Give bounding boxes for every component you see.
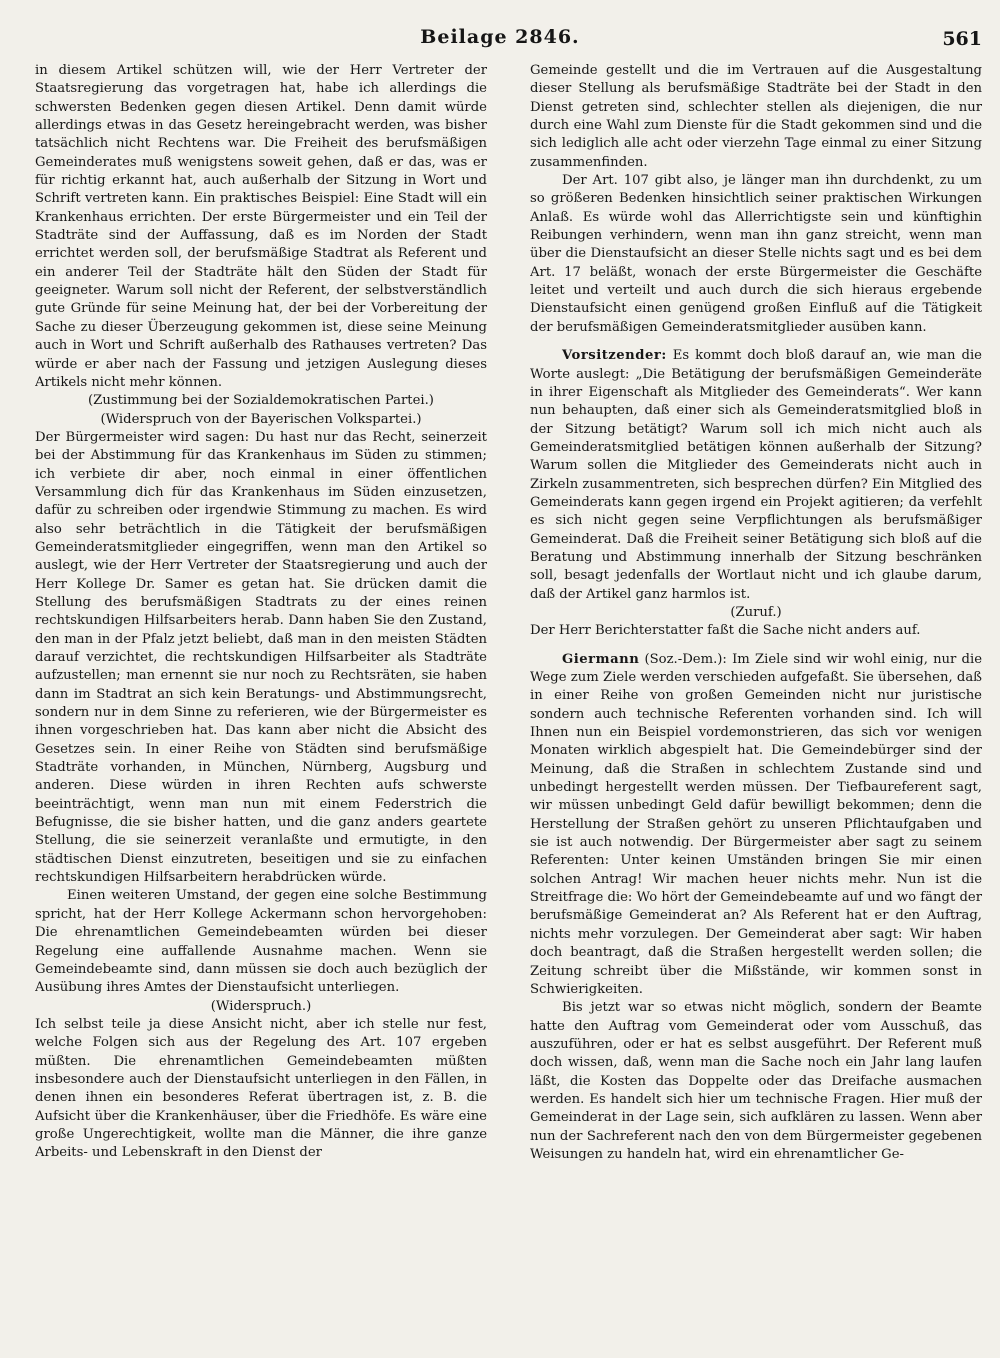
speaker-party: (Soz.-Dem.): xyxy=(644,651,727,667)
interjection: (Zuruf.) xyxy=(730,604,782,620)
interjection: (Zustimmung bei der Sozialdemokratischen Partei.) xyxy=(88,393,434,409)
spacer xyxy=(530,641,982,651)
page-number: 561 xyxy=(942,28,982,50)
paragraph: Der Art. 107 gibt also, je länger man ihn durchdenkt, zu um so größeren Bedenken hinsichtlich seiner praktischen Wirkungen Anlaß. Es würde wohl das Allerrichtigste sein und künftighin Reibungen verhindern, wenn man ihn ganz streicht, wenn man über die Dienstaufsicht an dieser Stelle nichts sagt und es bei dem Art. 17 beläßt, wonach der erste Bürgermeister die Geschäfte leitet und verteilt und auch durch die sich hieraus ergebende Dienstaufsicht einen genügend großen Einfluß auf die Tätigkeit der berufsmäßigen Gemeinderatsmitglieder ausüben kann. xyxy=(530,173,982,335)
paragraph: Ich selbst teile ja diese Ansicht nicht, aber ich stelle nur fest, welche Folgen sich aus der Regelung des Art. 107 ergeben müßten. Die ehrenamtlichen Gemeindebeamten müßten insbesondere auch der Dienstaufsicht unterliegen in den Fällen, in denen ihnen ein besonderes Referat übertragen ist, z. B. die Aufsicht über die Krankenhäuser, über die Friedhöfe. Es wäre eine große Ungerechtigkeit, wollte man die Männer, die ihre ganze Arbeits- und Lebenskraft in den Dienst der xyxy=(35,1016,487,1161)
page-title: Beilage 2846. xyxy=(420,26,580,48)
paragraph: Der Bürgermeister wird sagen: Du hast nur das Recht, seinerzeit bei der Abstimmung für das Krankenhaus im Süden zu stimmen; ich verbiete dir aber, noch einmal in einer öffentlichen Versammlung dich für das Krankenhaus im Süden einzusetzen, dafür zu schreiben oder irgendwie Stimmung zu machen. Es wird also sehr beträchtlich in die Tätigkeit der berufsmäßigen Gemeinderatsmitglieder eingegriffen, wenn man den Artikel so auslegt, wie der Herr Vertreter der Staatsregierung und auch der Herr Kollege Dr. Samer es getan hat. Sie drücken damit die Stellung des berufsmäßigen Stadtrats zu der eines reinen rechtskundigen Hilfsarbeiters herab. Dann haben Sie den Zustand, den man in der Pfalz jetzt beliebt, daß man in den meisten Städten darauf verzichtet, die rechtskundigen Hilfsarbeiter als Stadträte aufzustellen; man ernennt sie nur noch zu Rechtsräten, sie haben dann im Stadtrat an sich kein Beratungs- und Abstimmungsrecht, sondern nur in dem Sinne zu referieren, wie der Bürgermeister es ihnen vorgeschrieben hat. Das kann aber nicht die Absicht des Gesetzes sein. In einer Reihe von Städten sind berufsmäßige Stadträte vorhanden, in München, Nürnberg, Augsburg und anderen. Diese würden in ihren Rechten aufs schwerste beeinträchtigt, wenn man nun mit einem Federstrich die Befugnisse, die sie bisher hatten, und die ganz anders geartete Stellung, die sie seinerzeit veranlaßte und ermutigte, in den städtischen Dienst einzutreten, beseitigen und sie zu einfachen rechtskundigen Hilfsarbeitern herabdrücken würde. xyxy=(35,429,487,886)
paragraph: Der Herr Berichterstatter faßt die Sache nicht anders auf. xyxy=(530,623,921,639)
speech-text: Im Ziele sind wir wohl einig, nur die Wege zum Ziele werden verschieden aufgefaßt. Sie übersehen, daß in einer Reihe von großen Gemeinden nicht nur juristische sondern auch technische Referenten vorhanden sind. Ich will Ihnen nun ein Beispiel vordemonstrieren, das sich vor wenigen Monaten wirklich abgespielt hat. Die Gemeindebürger sind der Meinung, daß die Straßen in schlechtem Zustande sind und unbedingt hergestellt werden müssen. Der Tiefbaureferent sagt, wir müssen unbedingt Geld dafür bewilligt bekommen; denn die Herstellung der Straßen gehört zu unseren Pflichtaufgaben und sie ist auch notwendig. Der Bürgermeister aber sagt zu seinem Referenten: Unter keinen Umständen bringen Sie mir einen solchen Antrag! Wir machen heuer nichts mehr. Nun ist die Streitfrage die: Wo hört der Gemeindebeamte auf und wo fängt der berufsmäßige Gemeinderat an? Als Referent hat er den Auftrag, nichts mehr vorzulegen. Der Gemeinderat aber sagt: Wir haben doch beantragt, daß die Straßen hergestellt werden sollen; die Zeitung schreibt über die Mißstände, wir kommen sonst in Schwierigkeiten. xyxy=(530,651,982,997)
paragraph: Bis jetzt war so etwas nicht möglich, sondern der Beamte hatte den Auftrag vom Gemeinderat oder vom Ausschuß, das auszuführen, oder er hat es selbst ausgeführt. Der Referent muß doch wissen, daß, wenn man die Sache noch ein Jahr lang laufen läßt, die Kosten das Doppelte oder das Dreifache ausmachen werden. Es handelt sich hier um technische Fragen. Hier muß der Gemeinderat in der Lage sein, sich aufklären zu lassen. Wenn aber nun der Sachreferent nach den von dem Bürgermeister gegebenen Weisungen zu handeln hat, wird ein ehrenamtlicher Ge- xyxy=(530,1000,982,1162)
spacer xyxy=(530,337,982,347)
speech-paragraph xyxy=(530,651,982,1000)
speech-paragraph xyxy=(530,347,982,604)
interjection: (Widerspruch.) xyxy=(210,998,312,1014)
page-header xyxy=(0,26,1000,54)
speech-text: Es kommt doch bloß darauf an, wie man die Worte auslegt: „Die Betätigung der berufsmäßigen Gemeinderäte in ihrer Eigenschaft als Mitglieder des Gemeinderats“. Wer kann nun behaupten, daß einer sich als Gemeinderatsmitglied bloß in der Sitzung betätigt? Warum soll ich mich nicht auch als Gemeinderatsmitglied betätigen können außerhalb der Sitzung? Warum sollen die Mitglieder des Gemeinderats nicht auch in Zirkeln zusammentreten, sich besprechen dürfen? Ein Mitglied des Gemeinderats kann gegen irgend ein Projekt agitieren; da verfehlt es sich nicht gegen seine Verpflichtungen als berufsmäßiger Gemeinderat. Daß die Freiheit seiner Betätigung sich bloß auf die Beratung und Abstimmung innerhalb der Sitzung beschränken soll, besagt jedenfalls der Wortlaut nicht und ich glaube darum, daß der Artikel ganz harmlos ist. xyxy=(530,348,982,602)
speaker-name: Giermann xyxy=(562,651,640,667)
right-column xyxy=(530,62,982,1348)
interjection: (Widerspruch von der Bayerischen Volkspartei.) xyxy=(100,411,422,427)
paragraph: in diesem Artikel schützen will, wie der Herr Vertreter der Staatsregierung das vorgetragen hat, habe ich allerdings die schwersten Bedenken gegen diesen Artikel. Denn damit würde allerdings etwas in das Gesetz hereingebracht werden, was bisher tatsächlich nicht Rechtens war. Die Freiheit des berufsmäßigen Gemeinderates muß wenigstens soweit gehen, daß er das, was er für richtig erkannt hat, auch außerhalb der Sitzung in Wort und Schrift vertreten kann. Ein praktisches Beispiel: Eine Stadt will ein Krankenhaus errichten. Der erste Bürgermeister und ein Teil der Stadträte sind der Auffassung, daß es im Norden der Stadt errichtet werden soll, der berufsmäßige Stadtrat als Referent und ein anderer Teil der Stadträte hält den Süden der Stadt für geeigneter. Warum soll nicht der Referent, der selbstverständlich gute Gründe für seine Meinung hat, der bei der Vorbereitung der Sache zu dieser Überzeugung gekommen ist, diese seine Meinung auch in Wort und Schrift außerhalb des Rathauses vertreten? Das würde er aber nach der Fassung und jetzigen Auslegung dieses Artikels nicht mehr können. xyxy=(35,63,487,390)
speaker-name: Vorsitzender: xyxy=(562,348,667,364)
left-column xyxy=(35,62,487,1348)
paragraph: Einen weiteren Umstand, der gegen eine solche Bestimmung spricht, hat der Herr Kollege Ackermann schon hervorgehoben: Die ehrenamtlichen Gemeindebeamten würden bei dieser Regelung eine auffallende Ausnahme machen. Wenn sie Gemeindebeamte sind, dann müssen sie doch auch bezüglich der Ausübung ihres Amtes der Dienstaufsicht unterliegen. xyxy=(35,888,487,996)
paragraph: Gemeinde gestellt und die im Vertrauen auf die Ausgestaltung dieser Stellung als berufsmäßige Stadträte bei der Stadt in den Dienst getreten sind, schlechter stellen als diejenigen, die nur durch eine Wahl zum Dienste für die Stadt gekommen sind und die sich lediglich alle acht oder vierzehn Tage einmal zu einer Sitzung zusammenfinden. xyxy=(530,63,982,170)
